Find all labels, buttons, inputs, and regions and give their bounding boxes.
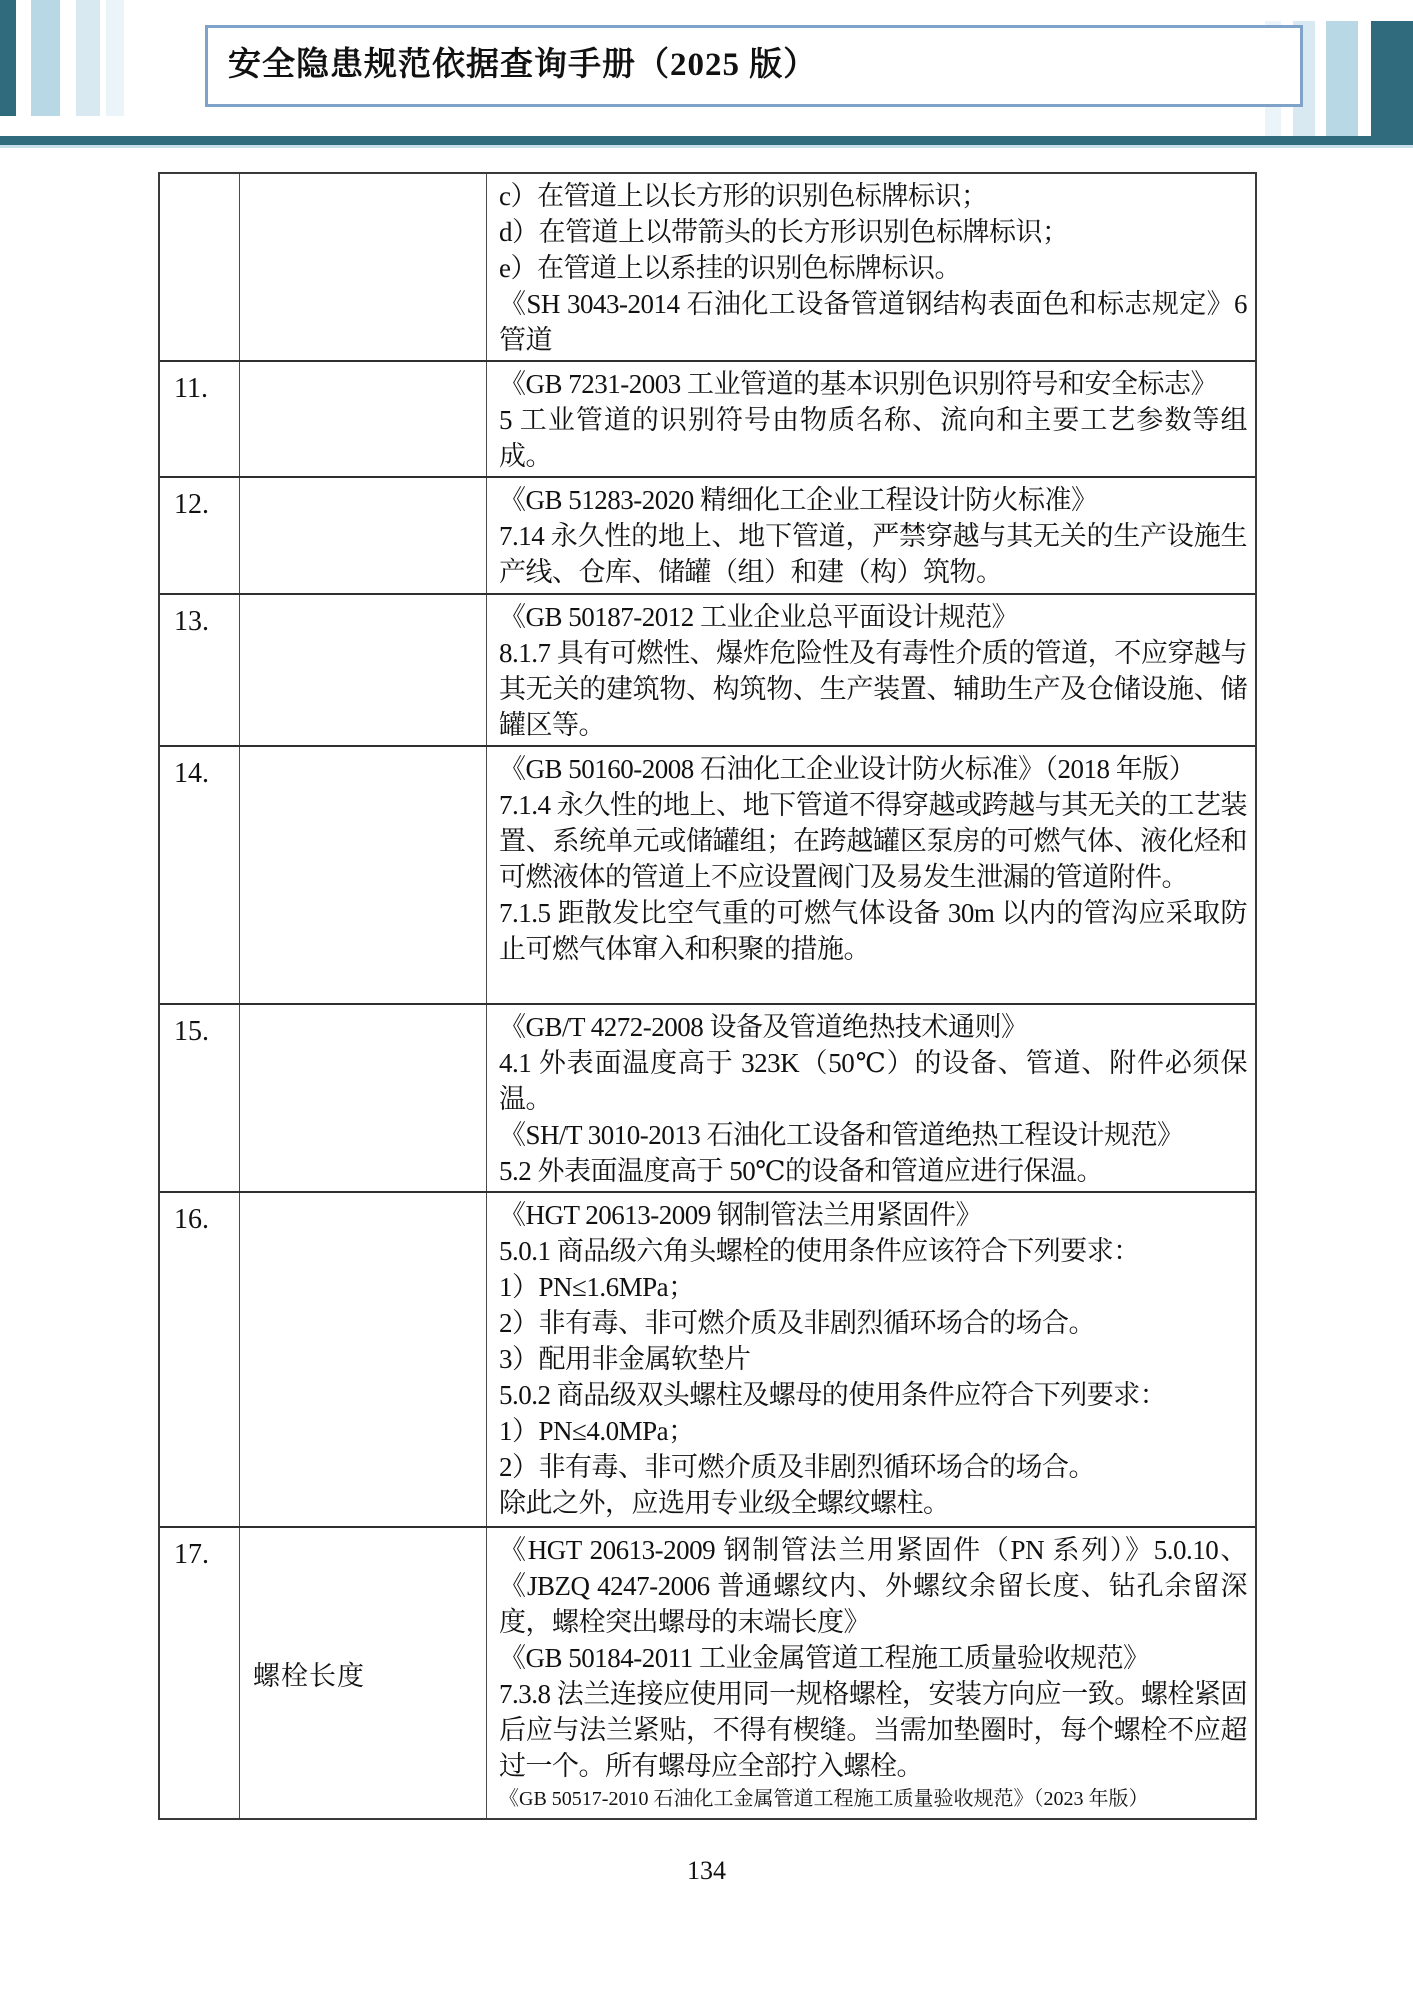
- content-paragraph: 1）PN≤4.0MPa；: [499, 1416, 695, 1446]
- page-number: 134: [687, 1856, 726, 1885]
- content-paragraph: 《GB 50187-2012 工业企业总平面设计规范》: [499, 602, 1018, 632]
- content-paragraph: 《GB/T 4272-2008 设备及管道绝热技术通则》: [499, 1012, 1028, 1042]
- row-number-cell: 14.: [160, 747, 240, 1003]
- row-number-cell: 15.: [160, 1005, 240, 1191]
- content-paragraph: 《GB 7231-2003 工业管道的基本识别色识别符号和安全标志》: [499, 369, 1217, 399]
- table-row: [160, 1003, 1255, 1191]
- table-row: [160, 174, 1255, 360]
- row-number-cell: 13.: [160, 595, 240, 745]
- row-number-cell: 17.: [160, 1528, 240, 1818]
- content-paragraph: 《HGT 20613-2009 钢制管法兰用紧固件》: [499, 1200, 982, 1230]
- content-paragraph: 5.2 外表面温度高于 50℃的设备和管道应进行保温。: [499, 1156, 1103, 1186]
- content-paragraph: 2）非有毒、非可燃介质及非剧烈循环场合的场合。: [499, 1452, 1095, 1482]
- left-deco-bar-dark: [0, 0, 16, 116]
- table-row: [160, 360, 1255, 476]
- row-category-cell: [240, 747, 487, 1003]
- content-paragraph: 3）配用非金属软垫片: [499, 1344, 751, 1374]
- table-row: [160, 1191, 1255, 1526]
- row-category-cell: [240, 362, 487, 476]
- row-category-cell: [240, 595, 487, 745]
- row-category-cell: [240, 1005, 487, 1191]
- row-content-cell: [487, 362, 1255, 476]
- right-deco-bar-light: [1326, 21, 1358, 136]
- row-content-cell: [487, 1193, 1255, 1526]
- table-row: [160, 593, 1255, 745]
- content-paragraph: 5 工业管道的识别符号由物质名称、流向和主要工艺参数等组成。: [499, 405, 1247, 471]
- content-paragraph: 《GB 50160-2008 石油化工企业设计防火标准》（2018 年版）: [499, 754, 1196, 784]
- content-paragraph: 《SH 3043-2014 石油化工设备管道钢结构表面色和标志规定》6 管道: [499, 289, 1247, 355]
- row-number-cell: [160, 174, 240, 360]
- content-paragraph: e）在管道上以系挂的识别色标牌标识。: [499, 253, 961, 283]
- left-deco-bar-faint: [106, 0, 124, 116]
- header-rule: [0, 136, 1413, 145]
- content-paragraph: 《GB 51283-2020 精细化工企业工程设计防火标准》: [499, 485, 1098, 515]
- row-content-cell: [487, 1528, 1255, 1818]
- content-paragraph: 1）PN≤1.6MPa；: [499, 1272, 695, 1302]
- content-paragraph: 7.1.5 距散发比空气重的可燃气体设备 30m 以内的管沟应采取防止可燃气体窜入和积聚的措施。: [499, 898, 1247, 964]
- row-content-cell: [487, 174, 1255, 360]
- row-category-cell: [240, 1528, 487, 1818]
- content-paragraph: 《SH/T 3010-2013 石油化工设备和管道绝热工程设计规范》: [499, 1120, 1184, 1150]
- row-number-cell: 11.: [160, 362, 240, 476]
- row-category-label: 螺栓长度: [253, 1660, 365, 1691]
- left-deco-bar-light: [31, 0, 60, 116]
- content-paragraph: 《HGT 20613-2009 钢制管法兰用紧固件（PN 系列）》5.0.10、《JBZQ 4247-2006 普通螺纹内、外螺纹余留长度、钻孔余留深度，螺栓突出螺母的末端长度》: [499, 1535, 1247, 1637]
- page-header: [205, 25, 1303, 107]
- row-content-cell: [487, 747, 1255, 1003]
- row-category-cell: [240, 478, 487, 593]
- row-number-cell: 12.: [160, 478, 240, 593]
- header-rule-underline: [0, 145, 1413, 148]
- row-content-cell: [487, 1005, 1255, 1191]
- content-paragraph: 7.1.4 永久性的地上、地下管道不得穿越或跨越与其无关的工艺装置、系统单元或储罐组；在跨越罐区泵房的可燃气体、液化烃和可燃液体的管道上不应设置阀门及易发生泄漏的管道附件。: [499, 790, 1247, 892]
- content-paragraph: 5.0.1 商品级六角头螺栓的使用条件应该符合下列要求：: [499, 1236, 1140, 1266]
- content-paragraph: 7.14 永久性的地上、地下管道，严禁穿越与其无关的生产设施生产线、仓库、储罐（组）和建（构）筑物。: [499, 521, 1247, 587]
- content-paragraph: 7.3.8 法兰连接应使用同一规格螺栓，安装方向应一致。螺栓紧固后应与法兰紧贴，不得有楔缝。当需加垫圈时，每个螺栓不应超过一个。所有螺母应全部拧入螺栓。: [499, 1679, 1247, 1781]
- row-category-cell: [240, 174, 487, 360]
- content-paragraph: 2）非有毒、非可燃介质及非剧烈循环场合的场合。: [499, 1308, 1095, 1338]
- content-paragraph: 《GB 50184-2011 工业金属管道工程施工质量验收规范》: [499, 1643, 1150, 1673]
- right-deco-bar-dark: [1371, 21, 1413, 144]
- row-number-cell: 16.: [160, 1193, 240, 1526]
- content-paragraph: 除此之外，应选用专业级全螺纹螺柱。: [499, 1488, 950, 1518]
- table-row: [160, 476, 1255, 593]
- table-row: [160, 1526, 1255, 1818]
- left-deco-bar-lighter: [76, 0, 100, 116]
- table-row: [160, 745, 1255, 1003]
- row-content-cell: [487, 478, 1255, 593]
- row-content-cell: [487, 595, 1255, 745]
- standards-table: [158, 172, 1257, 1820]
- content-paragraph: 5.0.2 商品级双头螺柱及螺母的使用条件应符合下列要求：: [499, 1380, 1167, 1410]
- content-paragraph: 8.1.7 具有可燃性、爆炸危险性及有毒性介质的管道，不应穿越与其无关的建筑物、构筑物、生产装置、辅助生产及仓储设施、储罐区等。: [499, 638, 1247, 740]
- row-category-cell: [240, 1193, 487, 1526]
- content-paragraph: 4.1 外表面温度高于 323K（50℃）的设备、管道、附件必须保温。: [499, 1048, 1247, 1114]
- page-title: 安全隐患规范依据查询手册（2025 版）: [228, 47, 818, 83]
- content-footnote: 《GB 50517-2010 石油化工金属管道工程施工质量验收规范》（2023 年版）: [499, 1788, 1149, 1810]
- content-paragraph: c）在管道上以长方形的识别色标牌标识；: [499, 181, 988, 211]
- content-paragraph: d）在管道上以带箭头的长方形识别色标牌标识；: [499, 217, 1069, 247]
